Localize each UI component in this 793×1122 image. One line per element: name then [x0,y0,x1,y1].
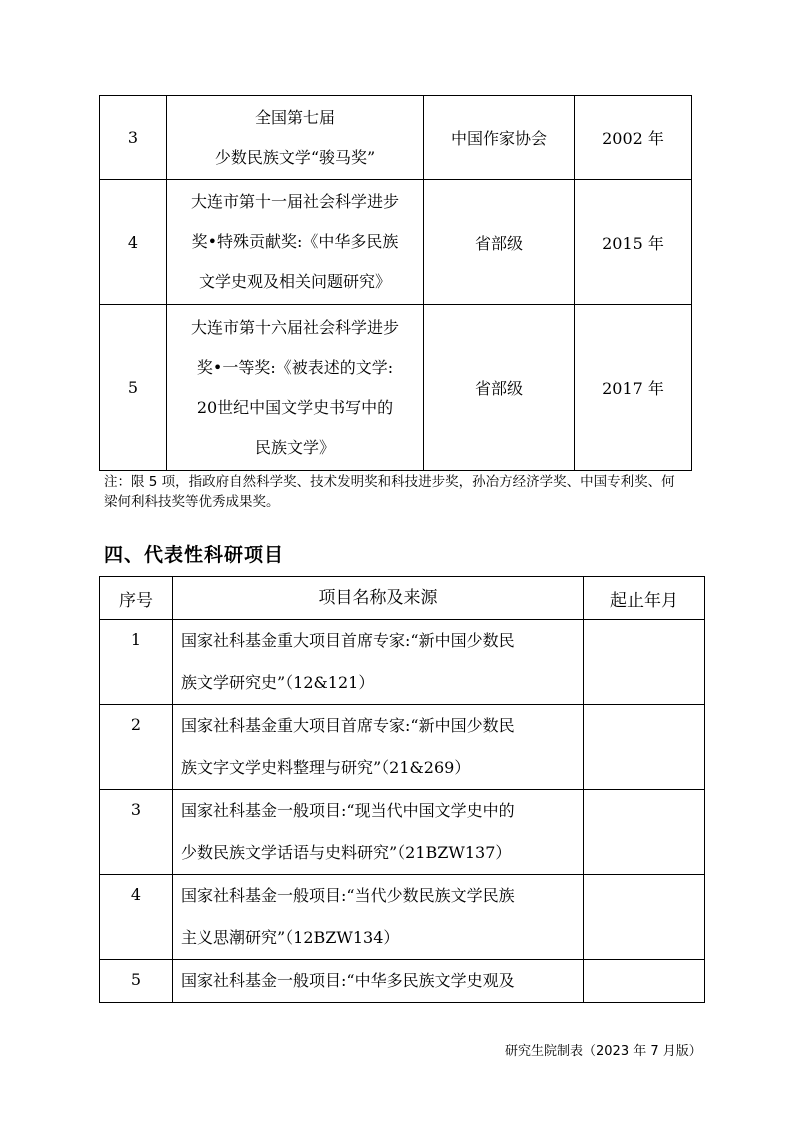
project-period [584,705,705,790]
award-name-line: 奖•一等奖:《被表述的文学: [196,357,394,377]
award-name-line: 20世纪中国文学史书写中的 [196,397,394,417]
project-period [584,875,705,960]
project-period [584,960,705,1003]
award-name-line: 全国第七届 [254,107,335,127]
project-row [100,620,705,705]
note-line: 梁何利科技奖等优秀成果奖。 [104,494,280,510]
award-name [167,96,424,180]
project-name [173,960,584,1003]
award-year: 2002 年 [575,96,692,180]
award-row [100,180,692,305]
project-number: 3 [100,790,173,875]
project-number: 1 [100,620,173,705]
award-name [167,305,424,471]
project-name-line: 族文字文学史料整理与研究”（21&269） [181,758,471,777]
award-name-line: 奖•特殊贡献奖:《中华多民族 [191,232,399,251]
header-period: 起止年月 [584,577,705,620]
award-org: 省部级 [424,180,575,305]
project-period [584,620,705,705]
project-name-line: 主义思潮研究”（12BZW134） [181,928,400,947]
awards-note [104,472,704,512]
project-row [100,875,705,960]
award-row [100,96,692,180]
award-org: 省部级 [424,305,575,471]
project-name-line: 族文学研究史”（12&121） [181,673,375,692]
projects-header-row [100,577,705,620]
project-row [100,705,705,790]
project-name [173,790,584,875]
award-org: 中国作家协会 [424,96,575,180]
project-name-line: 国家社科基金重大项目首席专家:“新中国少数民 [181,631,515,650]
award-year: 2015 年 [575,180,692,305]
awards-table [99,95,692,471]
projects-table [99,576,705,1003]
note-line: 注：限 5 项，指政府自然科学奖、技术发明奖和科技进步奖，孙冶方经济学奖、中国专利奖、何 [104,474,675,490]
award-number: 4 [100,180,167,305]
award-name [167,180,424,305]
project-number: 5 [100,960,173,1003]
project-name-line: 国家社科基金一般项目:“现当代中国文学史中的 [181,801,515,820]
award-number: 3 [100,96,167,180]
award-name-line: 大连市第十六届社会科学进步 [190,317,399,337]
project-number: 2 [100,705,173,790]
award-name-line: 文学史观及相关问题研究》 [198,272,391,291]
award-year: 2017 年 [575,305,692,471]
award-name-line: 民族文学》 [254,437,335,457]
project-name-line: 国家社科基金重大项目首席专家:“新中国少数民 [181,716,515,735]
award-name-line: 少数民族文学“骏马奖” [214,147,376,167]
project-number: 4 [100,875,173,960]
award-number: 5 [100,305,167,471]
project-name-line: 少数民族文学话语与史料研究”（21BZW137） [181,843,512,862]
header-name: 项目名称及来源 [173,577,584,620]
project-name [173,620,584,705]
footer-form-version: 研究生院制表（2023 年 7 月版） [505,1044,702,1059]
section-title: 四、代表性科研项目 [104,544,285,566]
project-row [100,790,705,875]
project-name [173,705,584,790]
award-name-line: 大连市第十一届社会科学进步 [190,192,399,211]
project-name [173,875,584,960]
project-period [584,790,705,875]
project-name-line: 国家社科基金一般项目:“中华多民族文学史观及 [181,971,515,990]
award-row [100,305,692,471]
header-number: 序号 [100,577,173,620]
project-row [100,960,705,1003]
project-name-line: 国家社科基金一般项目:“当代少数民族文学民族 [181,886,515,905]
